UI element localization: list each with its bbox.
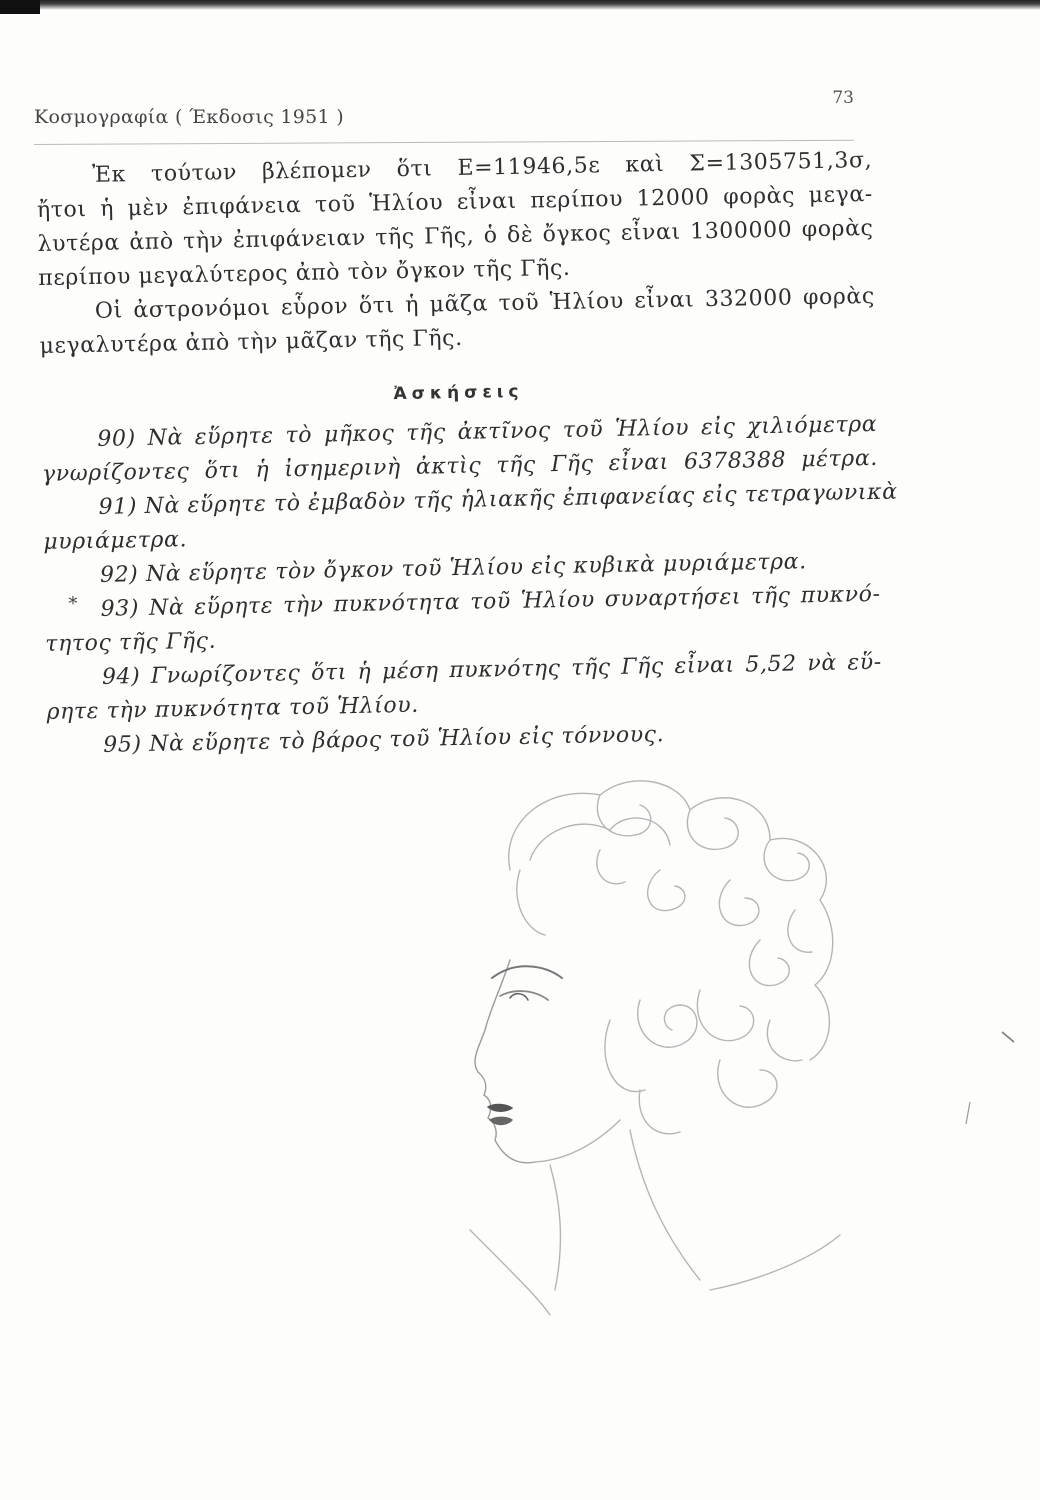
text-line: γνωρίζοντες ὅτι ἡ ἰσημερινὴ ἀκτὶς τῆς Γῆς εἶναι 6378388 μέτρα. — [41, 445, 879, 487]
text-line: 90) Νὰ εὕρητε τὸ μῆκος τῆς ἀκτῖνος τοῦ Ἡλίου εἰς χιλιόμετρα — [97, 411, 878, 452]
hair-stroke — [810, 900, 833, 1060]
text-line: Οἱ ἀστρονόμοι εὗρον ὅτι ἡ μᾶζα τοῦ Ἡλίου εἶναι 332000 φορὰς — [94, 283, 876, 324]
shoulder-line — [470, 1230, 550, 1315]
hair-curl — [597, 850, 625, 884]
asterisk-mark: * — [68, 593, 78, 615]
hair-curl — [764, 840, 809, 881]
hair-curl — [718, 1060, 777, 1107]
scan-corner-mark — [0, 0, 40, 14]
stray-pencil-mark — [960, 1100, 980, 1130]
text-line: 94) Γνωρίζοντες ὅτι ἡ μέση πυκνότης τῆς Γῆς εἶναι 5,52 νὰ εὕ- — [101, 649, 883, 690]
stray-pencil-mark — [1000, 1030, 1020, 1050]
pencil-sketch-woman-profile-icon — [440, 760, 900, 1320]
hair-curl — [767, 1020, 802, 1061]
ear-curl — [638, 1000, 697, 1047]
text-line: 92) Νὰ εὕρητε τὸν ὄγκον τοῦ Ἡλίου εἰς κυβικὰ μυριάμετρα. — [99, 549, 807, 588]
face-profile-line — [475, 960, 535, 1163]
eye-lash — [510, 994, 528, 1000]
hair-stroke — [517, 870, 545, 935]
hair-curl — [788, 910, 812, 952]
paragraph — [36, 144, 874, 296]
text-line: μυριάμετρα. — [43, 527, 188, 555]
hair-curl — [697, 990, 753, 1041]
scan-border — [0, 0, 1040, 10]
eyebrow — [492, 966, 562, 978]
page-body — [36, 144, 898, 764]
text-line: Ἐκ τούτων βλέπομεν ὅτι Ε=11946,5ε καὶ Σ=1305751,3σ, — [92, 147, 873, 188]
text-line: 91) Νὰ εὕρητε τὸ ἐμβαδὸν τῆς ἡλιακῆς ἐπιφανείας εἰς τετραγωνικὰ — [98, 479, 898, 520]
text-line: ρητε τὴν πυκνότητα τοῦ Ἡλίου. — [46, 692, 420, 725]
section-title: Ἀσκήσεις — [393, 381, 524, 405]
header-rule — [34, 140, 854, 145]
text-line: λυτέρα ἀπὸ τὴν ἐπιφάνειαν τῆς Γῆς, ὁ δὲ ὄγκος εἶναι 1300000 φορὰς — [37, 215, 874, 257]
hair-stroke — [509, 781, 827, 900]
neck-line — [550, 1165, 560, 1290]
jaw-line — [535, 1120, 620, 1162]
hair-curl — [597, 795, 650, 836]
lips — [488, 1104, 512, 1111]
hair-curl — [639, 1090, 680, 1134]
text-line: μεγαλυτέρα ἀπὸ τὴν μᾶζαν τῆς Γῆς. — [39, 325, 463, 359]
running-title: Κοσμογραφία ( Έκδοσις 1951 ) — [34, 106, 344, 128]
shoulder-line — [710, 1235, 840, 1290]
text-line: ἤτοι ἡ μὲν ἐπιφάνεια τοῦ Ἡλίου εἶναι περίπου 12000 φορὰς μεγα- — [36, 181, 874, 223]
hair-curl — [719, 880, 759, 926]
hair-curl — [648, 870, 685, 911]
page-number: 73 — [832, 88, 854, 108]
hair-curl — [605, 1020, 645, 1092]
page-header — [34, 88, 854, 136]
text-line: 95) Νὰ εὕρητε τὸ βάρος τοῦ Ἡλίου εἰς τόννους. — [103, 722, 665, 758]
hair-curl — [687, 810, 738, 849]
text-line: 93) Νὰ εὕρητε τὴν πυκνότητα τοῦ Ἡλίου συναρτήσει τῆς πυκνό- — [100, 581, 881, 622]
hair-curl — [749, 940, 789, 986]
neck-line — [630, 1130, 700, 1280]
text-line: τητος τῆς Γῆς. — [45, 628, 217, 657]
hair-stroke — [530, 818, 670, 860]
text-line: περίπου μεγαλύτερος ἀπὸ τὸν ὄγκον τῆς Γῆς. — [38, 255, 571, 291]
